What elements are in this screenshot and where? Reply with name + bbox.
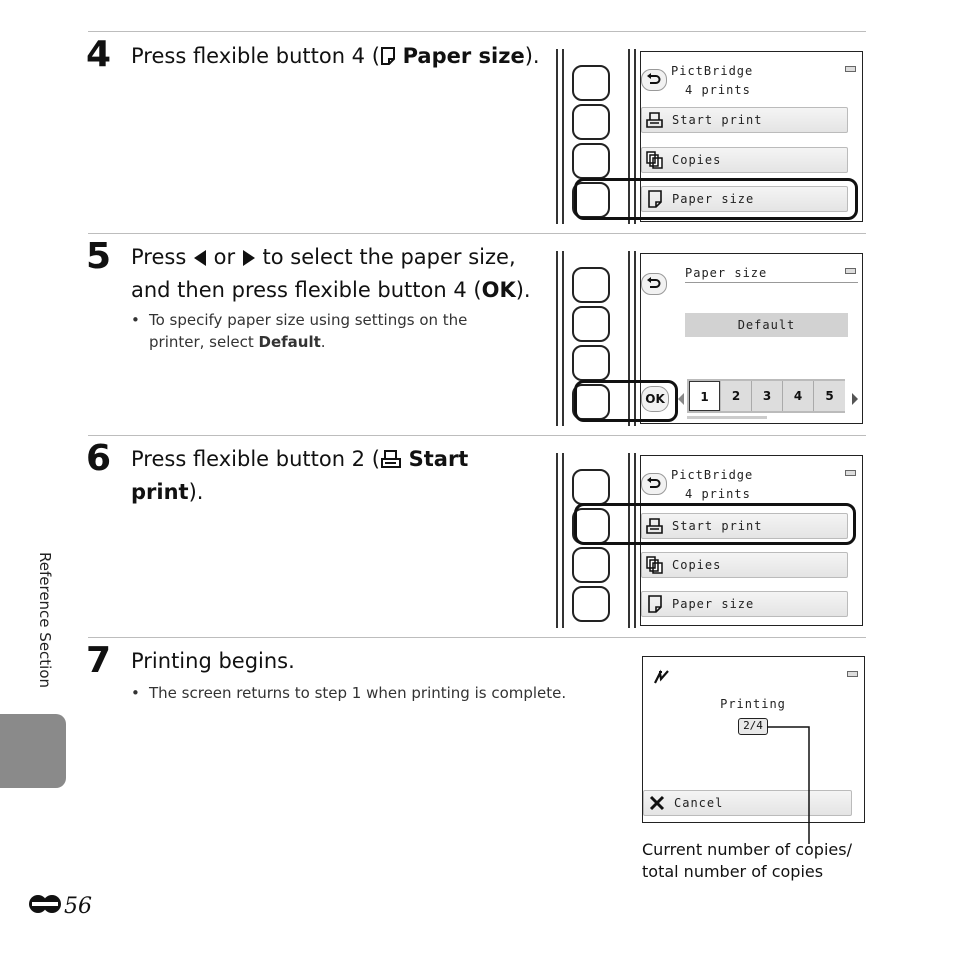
scroll-indicator <box>687 416 767 419</box>
step-7-text: Printing begins. <box>131 649 295 673</box>
size-option-1[interactable]: 1 <box>689 381 720 411</box>
battery-icon <box>845 268 856 274</box>
back-icon[interactable] <box>641 69 667 91</box>
paper-size-button[interactable]: Paper size <box>641 186 848 212</box>
printing-label: Printing <box>720 697 786 711</box>
screen-subtitle: 4 prints <box>685 83 751 97</box>
divider-step6 <box>88 435 866 436</box>
screen-title: Paper size <box>685 266 768 280</box>
highlight-button-4 <box>574 178 858 220</box>
back-icon[interactable] <box>641 273 667 295</box>
default-option[interactable]: Default <box>685 313 848 337</box>
flexible-button-3[interactable] <box>572 143 610 179</box>
flexible-button-1[interactable] <box>572 267 610 303</box>
print-icon <box>380 447 402 477</box>
print-counter: 2/4 <box>738 718 768 735</box>
flexible-button-2[interactable] <box>572 104 610 140</box>
step-6-text: Press flexible button 2 ( Start print). <box>131 447 469 504</box>
camera-panel-step5 <box>556 251 876 426</box>
start-print-button[interactable]: Start print <box>641 107 848 133</box>
callout-text: Current number of copies/ total number of copies <box>642 840 852 881</box>
flexible-button-3[interactable] <box>572 547 610 583</box>
screen-subtitle: 4 prints <box>685 487 751 501</box>
reference-icon <box>27 893 63 919</box>
screen-title: PictBridge <box>671 468 754 482</box>
callout-line <box>760 718 820 848</box>
step-4-number: 4 <box>86 34 112 75</box>
print-icon <box>644 110 666 130</box>
ok-button[interactable]: OK <box>641 386 669 412</box>
ok-glyph: OK <box>481 278 516 302</box>
screen-title: PictBridge <box>671 64 754 78</box>
step-6-number: 6 <box>86 438 112 479</box>
pictbridge-icon <box>653 669 673 689</box>
paper-size-icon <box>380 44 396 74</box>
lcd-screen-printing <box>642 656 865 823</box>
camera-panel-step6 <box>556 453 876 628</box>
section-label: Reference Section <box>36 552 54 689</box>
copies-button[interactable]: Copies <box>641 552 848 578</box>
page-number: 56 <box>27 893 92 919</box>
size-option-5[interactable]: 5 <box>814 381 845 411</box>
flexible-button-4[interactable] <box>572 586 610 622</box>
battery-icon <box>845 470 856 476</box>
step-7-number: 7 <box>86 640 112 681</box>
left-arrow-icon[interactable] <box>677 391 685 410</box>
step-5-bullet: • To specify paper size using settings on the printer, select Default. <box>131 311 468 351</box>
right-arrow-icon <box>242 245 256 275</box>
right-arrow-icon[interactable] <box>851 391 859 410</box>
cancel-button[interactable]: Cancel <box>643 790 852 816</box>
size-option-4[interactable]: 4 <box>783 381 814 411</box>
paper-size-button[interactable]: Paper size <box>641 591 848 617</box>
close-icon <box>646 793 668 813</box>
flexible-button-2[interactable] <box>572 306 610 342</box>
paper-size-icon <box>644 594 666 614</box>
flexible-button-1[interactable] <box>572 469 610 505</box>
size-option-3[interactable]: 3 <box>752 381 783 411</box>
section-tab <box>0 714 66 788</box>
start-print-button[interactable]: Start print <box>641 513 848 539</box>
flexible-button-3[interactable] <box>572 345 610 381</box>
copies-icon <box>644 150 666 170</box>
paper-size-selector <box>687 379 845 413</box>
size-option-2[interactable]: 2 <box>721 381 752 411</box>
back-icon[interactable] <box>641 473 667 495</box>
highlight-ok-button <box>574 380 678 422</box>
left-arrow-icon <box>193 245 207 275</box>
flexible-button-1[interactable] <box>572 65 610 101</box>
battery-icon <box>845 66 856 72</box>
step-5-text: Press or to select the paper size, and then press flexible button 4 (OK). <box>131 245 531 302</box>
camera-panel-step4 <box>556 49 876 224</box>
copies-icon <box>644 555 666 575</box>
step-7-bullet: • The screen returns to step 1 when printing is complete. <box>131 684 567 702</box>
divider-top <box>88 31 866 32</box>
step-5-number: 5 <box>86 236 112 277</box>
copies-button[interactable]: Copies <box>641 147 848 173</box>
highlight-button-2 <box>574 503 856 545</box>
divider-step5 <box>88 233 866 234</box>
battery-icon <box>847 671 858 677</box>
divider-step7 <box>88 637 866 638</box>
step-4-text: Press flexible button 4 ( Paper size). <box>131 41 540 74</box>
